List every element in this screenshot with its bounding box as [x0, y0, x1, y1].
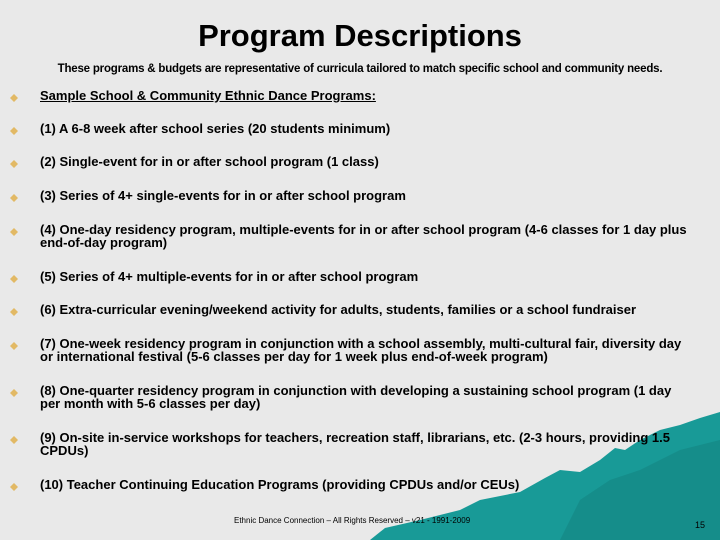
- item-text: (2) Single-event for in or after school program (1 class): [40, 154, 379, 169]
- diamond-bullet-icon: [10, 339, 18, 347]
- list-item: [40, 384, 690, 410]
- item-text: (6) Extra-curricular evening/weekend activity for adults, students, families or a school fundraiser: [40, 302, 637, 317]
- diamond-bullet-icon: [10, 91, 18, 99]
- item-text: (8) One-quarter residency program in conjunction with developing a sustaining school program (1 day per month with 5-6 classes per day): [40, 383, 672, 411]
- diamond-bullet-icon: [10, 157, 18, 165]
- list-item: [40, 155, 690, 168]
- item-text: (1) A 6-8 week after school series (20 students minimum): [40, 121, 391, 136]
- diamond-bullet-icon: [10, 124, 18, 132]
- subtitle: These programs & budgets are representative of curricula tailored to match specific school and community needs.: [57, 63, 663, 75]
- item-text: (7) One-week residency program in conjunction with a school assembly, multi-cultural fair, diversity day or international festival (5-6 classes per day for 1 week plus end-of-week program): [40, 336, 682, 364]
- diamond-bullet-icon: [10, 225, 18, 233]
- list-item: [40, 189, 690, 202]
- page-title: Program Descriptions: [198, 18, 522, 53]
- heading-text: Sample School & Community Ethnic Dance Programs:: [40, 88, 376, 103]
- diamond-bullet-icon: [10, 480, 18, 488]
- list-item: [40, 303, 690, 316]
- list-item: [40, 478, 690, 491]
- diamond-bullet-icon: [10, 272, 18, 280]
- item-text: (5) Series of 4+ multiple-events for in or after school program: [40, 269, 419, 284]
- list-item: [40, 431, 690, 457]
- item-text: (10) Teacher Continuing Education Programs (providing CPDUs and/or CEUs): [40, 477, 520, 492]
- list-item: [40, 122, 690, 135]
- list-heading: [40, 89, 690, 102]
- diamond-bullet-icon: [10, 386, 18, 394]
- item-text: (9) On-site in-service workshops for teachers, recreation staff, librarians, etc. (2-3 hours, providing 1.5 CPDUs): [40, 430, 670, 458]
- list-item: [40, 337, 690, 363]
- diamond-bullet-icon: [10, 305, 18, 313]
- footer-copyright: Ethnic Dance Connection – All Rights Reserved – v21 - 1991-2009: [234, 516, 471, 525]
- item-text: (4) One-day residency program, multiple-events for in or after school program (4-6 classes for 1 day plus end-of-day program): [40, 222, 687, 250]
- diamond-bullet-icon: [10, 433, 18, 441]
- item-text: (3) Series of 4+ single-events for in or after school program: [40, 188, 406, 203]
- diamond-bullet-icon: [10, 191, 18, 199]
- page-number: 15: [695, 520, 706, 530]
- list-item: [40, 223, 690, 249]
- list-item: [40, 270, 690, 283]
